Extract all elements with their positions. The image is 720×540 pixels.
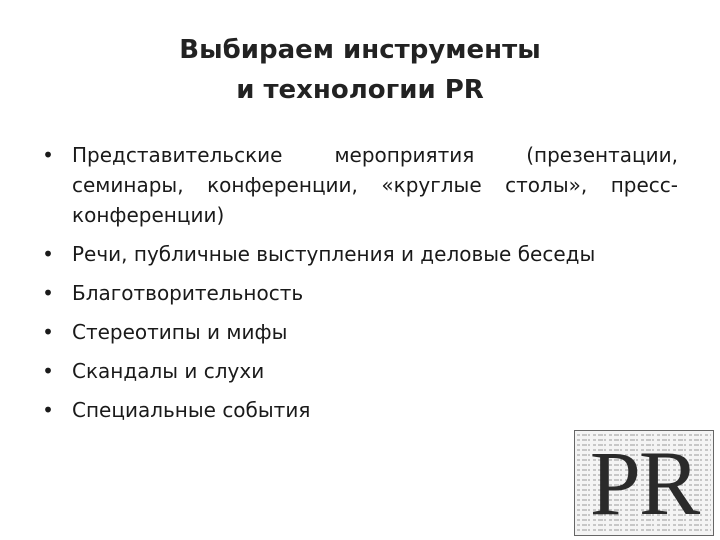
title-line-2: и технологии PR [236, 75, 484, 105]
list-item-text: Скандалы и слухи [72, 359, 265, 383]
list-item [38, 356, 678, 386]
bullet-icon: • [42, 398, 54, 422]
list-item-text: Специальные события [72, 398, 311, 422]
bullet-icon: • [42, 242, 54, 266]
list-item [38, 140, 678, 230]
list-item [38, 239, 678, 269]
pr-logo-image [574, 430, 714, 536]
bullet-icon: • [42, 359, 54, 383]
list-item-text: Стереотипы и мифы [72, 320, 288, 344]
list-item-text: Благотворительность [72, 281, 304, 305]
list-item-text: Представительские мероприятия (презентации, семинары, конференции, «круглые столы», пресс-конференции) [72, 143, 678, 227]
list-item-text: Речи, публичные выступления и деловые беседы [72, 242, 596, 266]
bullet-icon: • [42, 320, 54, 344]
list-item [38, 317, 678, 347]
title-line-1: Выбираем инструменты [179, 35, 541, 65]
bullet-list [38, 140, 678, 434]
list-item [38, 278, 678, 308]
bullet-icon: • [42, 281, 54, 305]
bullet-icon: • [42, 143, 54, 167]
slide-title [60, 30, 660, 110]
pr-logo-letters: PR [589, 432, 699, 534]
list-item [38, 395, 678, 425]
